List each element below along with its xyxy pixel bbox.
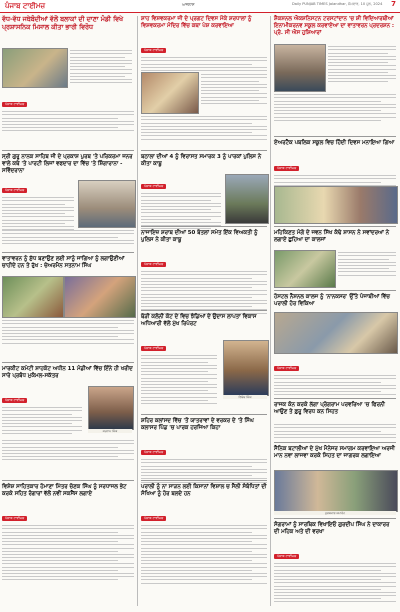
article-divider xyxy=(141,226,267,227)
left-column xyxy=(0,14,136,608)
article-divider xyxy=(274,136,396,137)
headline: ਵਾਤਾਵਰਨ ਨੂੰ ਸ਼ੁੱਧ ਬਣਾਉਣ ਲਈ ਸਾਨੂੰ ਜਾਗਿਆ ਨੂੰ ਲਗਾਉਣੀਆਂ ਚਾਹੀਦੇ ਹਨ ਤੇ ਰੁੱਖ : ਚੇਅਰਮੈਨ ਸਤਨਾਮ ਸਿੰਘ xyxy=(2,256,125,269)
article-body xyxy=(139,172,223,231)
news-photo xyxy=(64,276,136,318)
article-body xyxy=(0,176,76,232)
article-body xyxy=(0,438,136,463)
article xyxy=(0,482,136,500)
right-column xyxy=(272,14,398,608)
article-body xyxy=(0,386,84,436)
article xyxy=(272,138,398,149)
column-rule xyxy=(137,16,138,606)
newspaper-logo: ਪੰਜਾਬ ਟਾਈਮਜ਼ xyxy=(5,1,46,10)
photo-caption: ਵਿਸ਼ੇਸ਼ ਸਿੰਘ xyxy=(223,395,267,399)
article-body xyxy=(139,36,269,73)
article-body xyxy=(0,504,136,583)
column-rule xyxy=(270,16,271,606)
news-photo xyxy=(2,48,68,88)
headline: ਵਿਸ਼ੇਸ਼ ਸਾਹਿਤਕਾਰ ਹੋਮਾਣਾ ਮਿੱਤਰ ਚੋਣਕ ਸਿੰਘ ਨੂੰ ਸਰਧਾਜਲ ਭੇਟ ਕਰਕੇ ਸਹਿਤ ਰੰਗਾਰਾਂ ਵੱਲੋਂ ਨਵੀਂ ਸਕਸੈਂਸ ਲਗਾਏ xyxy=(2,484,127,497)
article xyxy=(139,152,269,170)
byline-tag: ਪੰਜਾਬ ਟਾਈਮਜ਼ xyxy=(2,188,27,193)
article-divider xyxy=(2,150,134,151)
article xyxy=(272,400,398,418)
byline-tag: ਪੰਜਾਬ ਟਾਈਮਜ਼ xyxy=(274,554,299,559)
article xyxy=(139,14,269,32)
article-divider xyxy=(141,150,267,151)
article-body xyxy=(272,92,398,123)
article-body xyxy=(0,90,136,134)
article xyxy=(0,14,136,34)
headline: ਹੋਸਟਲ ਨੈਸ਼ਨਲ ਕਾਲਜ ਨੂੰ 'ਨਾਨਕਸਰ' ਉੱਤੇ ਪੰਜਾਬੀਆਂ ਵਿੱਚ ਪਰਾਲੀ ਹੋਰ ਵਿਕਿਆ xyxy=(274,294,390,307)
article xyxy=(139,228,269,246)
article-divider xyxy=(2,362,134,363)
news-photo xyxy=(274,186,398,224)
headline: ਸ਼ਾਹ ਵਿਸ਼ਵਕਰਮਾ ਜੀ ਦੇ ਪ੍ਰਗਟ ਦਿਵਸ ਮੌਕੇ ਸ਼ਰਧਾਲਾਂ ਨੂੰ ਵਿਸ਼ਵਕਰਮਾ ਮੰਦਿਰ ਵਿੱਚ ਕਥਾ ਪੇਸ਼ ਕਰਵਾਇਆ xyxy=(141,16,252,29)
article-divider xyxy=(2,252,134,253)
headline: ਪਰਾਲੀ ਨੂੰ ਨਾ ਸਾੜਨ ਲਈ ਕਿਸਾਨਾਂ ਵਿਸ਼ਾਲ ਚ ਸੈਲੀ ਸੰਬੰਧਿਤਾਂ ਦੀ ਸੰਖਿਆ ਨੂੰ ਹੋਰ ਬਲਦੇ ਹਨ xyxy=(141,484,267,497)
byline-tag: ਪੰਜਾਬ ਟਾਈਮਜ਼ xyxy=(2,398,27,403)
byline-tag: ਪੰਜਾਬ ਟਾਈਮਜ਼ xyxy=(274,166,299,171)
headline: ਏਅਰਟੈਕ ਪਬਲਿਕ ਸਕੂਲ ਵਿਚ ਹਿੰਦੀ ਦਿਵਸ ਮਨਾਇਆ ਗਿਆ xyxy=(274,140,395,146)
headline: ਨਾਜਾਇਜ਼ ਸ਼ਰਾਬ ਦੀਆਂ 50 ਬੋਤਲਾਂ ਸਮੇਤ ਇੱਕ ਵਿਅਕਤੀ ਨੂੰ ਪੁਲਿਸ ਨੇ ਕੀਤਾ ਕਾਬੂ xyxy=(141,230,258,243)
byline-tag: ਪੰਜਾਬ ਟਾਈਮਜ਼ xyxy=(141,516,166,521)
byline-tag: ਪੰਜਾਬ ਟਾਈਮਜ਼ xyxy=(141,184,166,189)
article-body xyxy=(68,48,134,85)
news-photo xyxy=(141,72,199,114)
article xyxy=(272,520,398,538)
middle-column xyxy=(139,14,269,608)
portrait-photo xyxy=(88,386,134,430)
article-divider xyxy=(141,414,267,415)
article-divider xyxy=(141,480,267,481)
article-body xyxy=(139,438,269,485)
article-divider xyxy=(274,290,396,291)
news-photo xyxy=(274,312,398,354)
article-body xyxy=(199,72,269,106)
masthead xyxy=(0,0,400,13)
news-photo xyxy=(274,44,326,92)
article-body xyxy=(272,354,398,401)
byline-tag: ਪੰਜਾਬ ਟਾਈਮਜ਼ xyxy=(141,262,166,267)
article xyxy=(0,152,136,176)
headline: ਰਾਜਕ ਕੋਨ ਕਰਕੇ ਲੱਗਾ ਪ੍ਰੋਗਰਾਮ ਪਰਵਰਿਆ 'ਚ ਫਿਰਨੀ ਆਉਣ ਤੇ ਫ਼ੁਰੂ ਵਿਰਧ ਕਨ ਸਿਹਤ xyxy=(274,402,385,415)
article xyxy=(139,312,269,330)
byline-tag: ਪੰਜਾਬ ਟਾਈਮਜ਼ xyxy=(141,450,166,455)
byline-tag: ਪੰਜਾਬ ਟਾਈਮਜ਼ xyxy=(2,516,27,521)
article-divider xyxy=(274,442,396,443)
article xyxy=(0,254,136,272)
article-body xyxy=(336,250,398,278)
article-body xyxy=(0,228,136,246)
headline: ਸੰਗਰਾਮਾਂ ਨੂੰ ਸਾਰਥਿਕ ਵਿਖਾਇਓ ਗੁਰਦੀਪ ਸਿੰਘ ਨੇ ਦਾਕਾਰਰ ਦੀ ਮਹਿਕ ਅਤੇ ਦੀ ਵਰਖਾ xyxy=(274,522,390,535)
headline: ਸੈਨਿਕ ਬਟਾਲੀਆਂ ਦੇ ਮੁੱਖ ਮੈਨੇਜਰ ਸਮਾਗਮ ਕਰਵਾਇਆ ਅਰਜੀ ਮਾਨ ਨਵਾ ਲਾਜਵਾ ਕਰਕੇ ਸਿਹਤ ਦਾ ਜਾਗਰਕ ਲਗਾਇਆ xyxy=(274,446,395,459)
byline-tag: ਪੰਜਾਬ ਟਾਈਮਜ਼ xyxy=(141,346,166,351)
byline-tag: ਪੰਜਾਬ ਟਾਈਮਜ਼ xyxy=(274,366,299,371)
news-photo xyxy=(274,470,398,512)
portrait-photo xyxy=(223,340,269,396)
headline: ਵੱਧ-ਵੱਧ ਜਥੇਬੰਦੀਆਂ ਵੱਲੋਂ ਬਲਾਕਾਂ ਦੀ ਦਾਣਾ ਮੰਡੀ ਵਿਖੇ ਪ੍ਰਸ਼ਾਸਨਿਕ ਮਿਸਾਲ ਕੀਤਾ ਭਾਰੀ ਵਿਰੋਧ xyxy=(2,16,124,31)
article xyxy=(272,292,398,310)
headline: ਸ੍ਰੀ ਗੁਰੂ ਨਾਨਕ ਸਾਹਿਬ ਜੀ ਦੇ ਪ੍ਰਕਾਸ਼ ਪੁਰਬ 'ਤੇ ਪਰਿਕਰਮਾ ਜਨਰ ਵਾਲੇ ਕਥੇ 'ਤੇ ਪਾਰਟੀ ਲਿਜਾਂ ਵਫਦਾਰ ਦਾ ਵਿੱਚ 'ਤੇ ਸ਼ਿੰਗਾਰਾਨਾ - ਸਵਿੰਦਰਾਨਾ xyxy=(2,154,133,174)
article xyxy=(272,444,398,462)
article-divider xyxy=(141,310,267,311)
headline: ਥੋੜੀ ਕਲੋਨੀ ਕੋਟ ਦੇ ਵਿਚ ਝੰਡਿਆਂ ਦੇ ਉਦਾਸ ਲਾਪਤਾ ਵਿਕਾਸ ਅਧਿਆਰੀ ਵੱਲੋਂ ਮੁੱਖ ਰਿਪੋਰਟ xyxy=(141,314,257,327)
byline-tag: ਪੰਜਾਬ ਟਾਈਮਜ਼ xyxy=(2,102,27,107)
article-body xyxy=(139,114,269,142)
byline-tag: ਪੰਜਾਬ ਟਾਈਮਜ਼ xyxy=(141,48,166,53)
article xyxy=(272,228,398,246)
photo-caption: ਪੁਰਸਕਾਰ ਸਮਾਰੋਹ xyxy=(274,511,396,515)
article-body xyxy=(139,334,219,406)
headline: ਮਾਰਕੀਟ ਕਮੇਟੀ ਸ਼ਾਹਕੋਟ ਅਧੀਨ 11 ਮੰਡੀਆਂ ਵਿੱਚ ਇੰਨੇ ਹੀ ਖਰੀਦ ਸਾਰੇ ਪ੍ਰਬੰਧ ਮੁਕੰਮਲ-ਸਕੱਤਰ xyxy=(2,366,133,379)
article xyxy=(272,14,398,38)
dateline: Daily PUNJAB TIMES Jalandhar, ਸੋਮਵਾਰ, 10 ਜੂਨ, 2024 xyxy=(292,2,383,6)
news-photo xyxy=(2,276,64,318)
news-photo xyxy=(78,180,136,228)
page-number: 7 xyxy=(391,0,396,8)
headline: ਬਠਾਲਾ ਦੀਆਂ 4 ਨੂੰ ਵਿਰਾਸਤ ਸਮਾਰਕ 3 ਨੂੰ ਪਾਰਕਾਂ ਪੁਲਿਸ ਨੇ ਕੀਤਾ ਕਾਬੂ xyxy=(141,154,262,167)
article-body xyxy=(326,44,398,84)
news-photo xyxy=(225,174,269,224)
article xyxy=(0,364,136,382)
headline: ਮਹਿਕਿਣਤ ਮੰਗੋ ਦੇ ਜਵਨ ਸਿੱਖ ਕੰਢੇ ਸ਼ਾਸਨ ਨੇ ਸਵਾਂਦਰਆਂ ਨੇ ਲਗਾਏ ਛੁਹਿਆ ਦਾ ਕਾਲਜਾਂ xyxy=(274,230,390,243)
article-divider xyxy=(274,398,396,399)
news-photo xyxy=(274,250,336,288)
article-divider xyxy=(274,518,396,519)
article-body xyxy=(272,542,398,605)
photo-caption: ਸਤਨਾਮ ਸਿੰਘ xyxy=(88,429,132,433)
article xyxy=(139,482,269,500)
section-label: ਅਜਲਾਸ xyxy=(182,2,195,7)
article-divider xyxy=(274,226,396,227)
article-body xyxy=(0,318,136,346)
article-body xyxy=(139,504,269,586)
article-body xyxy=(139,250,269,316)
headline: ਸ਼ੈਕਸ਼ਨਲ ਐਕਸ਼ਨਿਸਟਨ ਟਰਸਟਾਂਦਾਨ 'ਚ ਸ਼ੀ ਵਿਦਿਆਰਥੀਆਂ ਇਨਾਮੀਕਰਨਵ ਸਕੂਲ ਕਰਵਾਏਆ ਦਾ ਵਾਤਾਵਰਨ ਪ੍ਰਦਰਸ਼ਨ : ਪ੍ਰੋ. ਸੀ ਐਸ ਹੁਸ਼ਿਆਰਾਂ xyxy=(274,16,395,36)
article-divider xyxy=(2,480,134,481)
article xyxy=(139,416,269,434)
headline: ਸ਼ਹਿਰ ਕਲਾਂਸਦ ਵਿੱਚ 'ਤੋਂ ਯਾਤਰਾਵਾਂ ਦੇ ਵਰਕਰ ਦੇ 'ਤੇ ਸਿੰਘ ਕਲਾਸਰ ਪਿੰਡ 'ਚ ਪਾਰਕ ਹਰਜਿਆ ਕਿਹਾ xyxy=(141,418,254,431)
article-body xyxy=(272,422,398,440)
